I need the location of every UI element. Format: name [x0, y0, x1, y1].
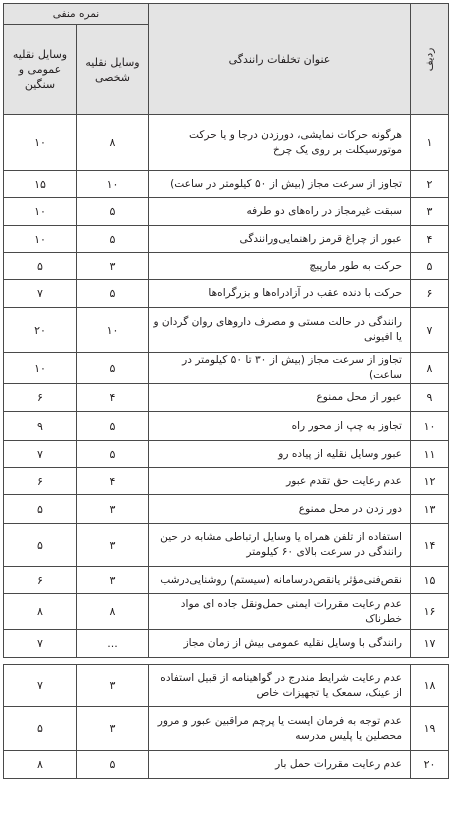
violation-title-cell: عدم رعایت حق تقدم عبور — [149, 468, 411, 495]
row-number-cell: ۱۰ — [411, 412, 449, 441]
table-row — [4, 567, 449, 594]
violation-title-cell: نقص‌فنی‌مؤثر یانقص‌درسامانه (سیستم) روشنایی‌درشب — [149, 567, 411, 594]
personal-points-cell: ۱۰ — [77, 171, 149, 198]
heavy-points-cell: ۲۰ — [4, 308, 77, 353]
violation-title-cell: عدم رعایت مقررات ایمنی حمل‌ونقل جاده ای مواد خطرناک — [149, 594, 411, 630]
heavy-points-cell: ۵ — [4, 524, 77, 567]
personal-points-cell: ۸ — [77, 115, 149, 171]
heavy-vehicles-header: وسایل نقلیه عمومی و سنگین — [4, 25, 77, 115]
violation-title-cell: تجاوز به چپ از محور راه — [149, 412, 411, 441]
personal-points-cell: ۳ — [77, 707, 149, 751]
heavy-points-cell: ۷ — [4, 441, 77, 468]
table-row — [4, 353, 449, 384]
personal-vehicles-header: وسایل نقلیه شخصی — [77, 25, 149, 115]
row-number-cell: ۴ — [411, 226, 449, 253]
heavy-points-cell: ۶ — [4, 384, 77, 412]
personal-points-cell: ۳ — [77, 253, 149, 280]
gap-row — [4, 658, 449, 665]
violation-title-cell: حرکت به طور مارپیچ — [149, 253, 411, 280]
personal-points-cell: ۳ — [77, 665, 149, 707]
heavy-points-cell: ۵ — [4, 495, 77, 524]
violation-title-cell: سبقت غیرمجاز در راه‌های دو طرفه — [149, 198, 411, 226]
gap-cell — [4, 658, 449, 665]
violation-title-cell: عدم توجه به فرمان ایست یا پرچم مراقبین عبور و مرور محصلین یا پلیس مدرسه — [149, 707, 411, 751]
table-row — [4, 524, 449, 567]
row-number-cell: ۶ — [411, 280, 449, 308]
table-row — [4, 495, 449, 524]
row-number-header: ردیف — [411, 4, 449, 115]
heavy-points-cell: ۵ — [4, 253, 77, 280]
row-number-cell: ۱۲ — [411, 468, 449, 495]
traffic-violations-table — [3, 3, 449, 779]
heavy-points-cell: ۱۵ — [4, 171, 77, 198]
personal-points-cell: ۵ — [77, 198, 149, 226]
row-number-cell: ۹ — [411, 384, 449, 412]
table-row — [4, 308, 449, 353]
table-row — [4, 198, 449, 226]
row-number-cell: ۷ — [411, 308, 449, 353]
heavy-points-cell: ۹ — [4, 412, 77, 441]
personal-points-cell: ۳ — [77, 524, 149, 567]
table-row — [4, 665, 449, 707]
row-number-cell: ۱ — [411, 115, 449, 171]
table-row — [4, 253, 449, 280]
heavy-points-cell: ۱۰ — [4, 226, 77, 253]
table-gap — [4, 658, 449, 665]
heavy-points-cell: ۱۰ — [4, 115, 77, 171]
row-number-cell: ۵ — [411, 253, 449, 280]
personal-points-cell: ۴ — [77, 384, 149, 412]
row-number-cell: ۱۳ — [411, 495, 449, 524]
table-row — [4, 751, 449, 779]
violations-table-frame — [3, 3, 449, 779]
violation-title-cell: عبور وسایل نقلیه از پیاده رو — [149, 441, 411, 468]
personal-points-cell: ۵ — [77, 412, 149, 441]
row-number-cell: ۱۱ — [411, 441, 449, 468]
row-number-cell: ۱۴ — [411, 524, 449, 567]
heavy-points-cell: ۱۰ — [4, 198, 77, 226]
violation-title-cell: استفاده از تلفن همراه یا وسایل ارتباطی مشابه در حین رانندگی در سرعت بالای ۶۰ کیلومتر — [149, 524, 411, 567]
violation-title-cell: عبور از چراغ قرمز راهنمایی‌ورانندگی — [149, 226, 411, 253]
row-number-cell: ۱۵ — [411, 567, 449, 594]
table-row — [4, 441, 449, 468]
personal-points-cell: ۵ — [77, 441, 149, 468]
personal-points-cell: ۵ — [77, 280, 149, 308]
heavy-points-cell: ۷ — [4, 280, 77, 308]
personal-points-cell: ۵ — [77, 751, 149, 779]
heavy-points-cell: ۶ — [4, 567, 77, 594]
row-number-cell: ۸ — [411, 353, 449, 384]
personal-points-cell: ۳ — [77, 567, 149, 594]
heavy-points-cell: ۸ — [4, 751, 77, 779]
row-number-cell: ۱۸ — [411, 665, 449, 707]
personal-points-cell: ۱۰ — [77, 308, 149, 353]
personal-points-cell: ۴ — [77, 468, 149, 495]
personal-points-cell: ۵ — [77, 353, 149, 384]
personal-points-cell: ۵ — [77, 226, 149, 253]
heavy-points-cell: ۱۰ — [4, 353, 77, 384]
row-number-cell: ۱۷ — [411, 630, 449, 658]
heavy-points-cell: ۵ — [4, 707, 77, 751]
personal-points-cell: ... — [77, 630, 149, 658]
table-row — [4, 226, 449, 253]
violation-title-cell: رانندگی در حالت مستی و مصرف داروهای روان گردان و یا افیونی — [149, 308, 411, 353]
table-row — [4, 412, 449, 441]
row-number-cell: ۱۹ — [411, 707, 449, 751]
violation-title-cell: حرکت با دنده عقب در آزادراه‌ها و بزرگراه‌ها — [149, 280, 411, 308]
heavy-points-cell: ۷ — [4, 630, 77, 658]
table-row — [4, 594, 449, 630]
row-number-cell: ۳ — [411, 198, 449, 226]
personal-points-cell: ۳ — [77, 495, 149, 524]
table-row — [4, 280, 449, 308]
violation-title-cell: عدم رعایت مقررات حمل بار — [149, 751, 411, 779]
table-row — [4, 384, 449, 412]
violation-title-cell: دور زدن در محل ممنوع — [149, 495, 411, 524]
violation-title-cell: تجاوز از سرعت مجاز (بیش از ۳۰ تا ۵۰ کیلومتر در ساعت) — [149, 353, 411, 384]
violations-body-continued — [4, 665, 449, 779]
heavy-points-cell: ۸ — [4, 594, 77, 630]
violation-title-cell: تجاوز از سرعت مجاز (بیش از ۵۰ کیلومتر در ساعت) — [149, 171, 411, 198]
violation-title-cell: عدم رعایت شرایط مندرج در گواهینامه از قبیل استفاده از عینک، سمعک یا تجهیزات خاص — [149, 665, 411, 707]
violation-title-cell: هرگونه حرکات نمایشی، دورزدن درجا و یا حرکت موتورسیکلت بر روی یک چرخ — [149, 115, 411, 171]
row-number-cell: ۲ — [411, 171, 449, 198]
table-row — [4, 468, 449, 495]
heavy-points-cell: ۶ — [4, 468, 77, 495]
violation-title-header: عنوان تخلفات رانندگی — [149, 4, 411, 115]
table-row — [4, 707, 449, 751]
violations-body — [4, 115, 449, 658]
violation-title-cell: رانندگی با وسایل نقلیه عمومی بیش از زمان مجاز — [149, 630, 411, 658]
heavy-points-cell: ۷ — [4, 665, 77, 707]
personal-points-cell: ۸ — [77, 594, 149, 630]
table-row — [4, 630, 449, 658]
negative-points-header: نمره منفی — [4, 4, 149, 25]
header-row-1 — [4, 4, 449, 25]
table-row — [4, 171, 449, 198]
table-row — [4, 115, 449, 171]
row-number-cell: ۲۰ — [411, 751, 449, 779]
violation-title-cell: عبور از محل ممنوع — [149, 384, 411, 412]
row-number-cell: ۱۶ — [411, 594, 449, 630]
